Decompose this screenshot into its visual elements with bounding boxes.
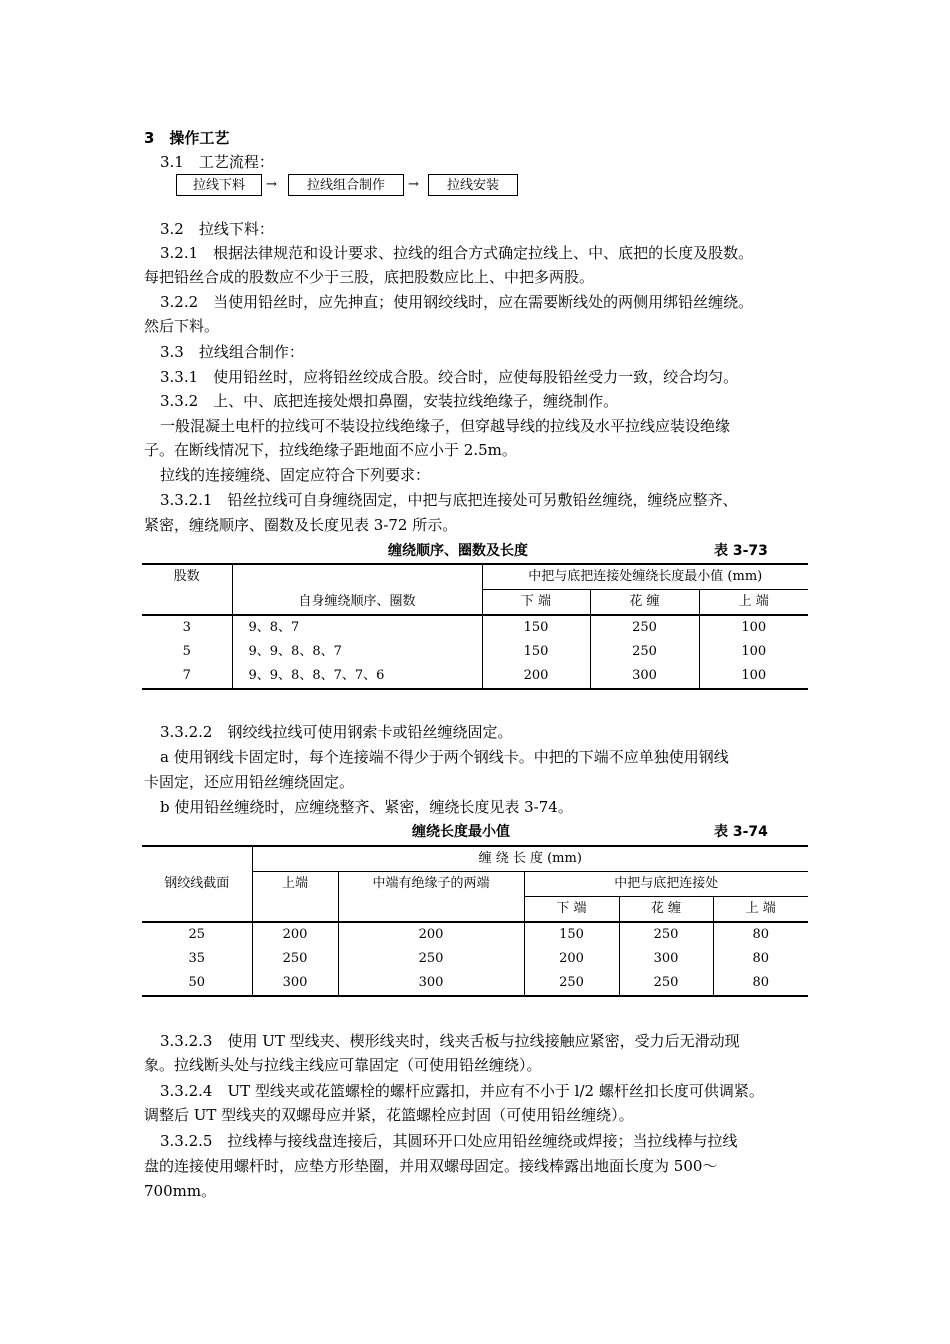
- paragraph: 每把铅丝合成的股数应不少于三股，底把股数应比上、中把多两股。: [144, 268, 595, 286]
- paragraph: 3.3.2.4 UT 型线夹或花篮螺栓的螺杆应露扣，并应有不小于 l/2 螺杆丝扣长度可供调紧。: [160, 1082, 764, 1100]
- cell: 250: [590, 615, 699, 640]
- cell: 250: [338, 947, 524, 971]
- paragraph: 3.3.2.3 使用 UT 型线夹、楔形线夹时，线夹舌板与拉线接触应紧密，受力后无滑动现: [160, 1032, 740, 1050]
- paragraph: 子。在断线情况下，拉线绝缘子距地面不应小于 2.5m。: [144, 441, 517, 459]
- cell: 7: [142, 664, 232, 689]
- table-title: 缠绕长度最小值: [412, 824, 510, 840]
- paragraph: 然后下料。: [144, 317, 220, 335]
- header-upper-end: 上 端: [699, 590, 808, 616]
- header-lower-end: 下 端: [482, 590, 590, 616]
- table-number: 表 3-73: [714, 543, 768, 559]
- header-upper-end: 上 端: [713, 897, 808, 923]
- subsection-3-3: 3.3 拉线组合制作：: [160, 343, 304, 361]
- cell: 3: [142, 615, 232, 640]
- header-top-end: 上端: [252, 872, 338, 923]
- cell: 250: [619, 922, 713, 947]
- cell: 250: [252, 947, 338, 971]
- table-row: [142, 640, 808, 664]
- cell: 9、9、8、8、7、7、6: [232, 664, 482, 689]
- header-self-wrap: 自身缠绕顺序、圈数: [232, 564, 482, 615]
- paragraph: 3.3.2.1 铅丝拉线可自身缠绕固定，中把与底把连接处可另敷铅丝缠绕，缠绕应整齐、: [160, 491, 738, 509]
- cell: 300: [338, 971, 524, 996]
- cell: 200: [252, 922, 338, 947]
- table-3-74: [142, 845, 808, 997]
- flow-step-3: 拉线安装: [428, 174, 518, 196]
- paragraph: 盘的连接使用螺杆时，应垫方形垫圈，并用双螺母固定。接线棒露出地面长度为 500～: [144, 1157, 718, 1175]
- paragraph: 一般混凝土电杆的拉线可不装设拉线绝缘子，但穿越导线的拉线及水平拉线应装设绝缘: [160, 417, 731, 435]
- table-row: [142, 922, 808, 947]
- paragraph: 3.2.2 当使用铅丝时，应先抻直；使用钢绞线时，应在需要断线处的两侧用绑铅丝缠绕。: [160, 293, 754, 311]
- paragraph: 3.3.2 上、中、底把连接处煨扣鼻圈，安装拉线绝缘子，缠绕制作。: [160, 392, 619, 410]
- header-joint-length: 中把与底把连接处缠绕长度最小值 (mm): [482, 564, 808, 590]
- flow-step-2: 拉线组合制作: [288, 174, 404, 196]
- section-heading: 3 操作工艺: [144, 129, 230, 147]
- paragraph: 3.3.1 使用铅丝时，应将铅丝绞成合股。绞合时，应使每股铅丝受力一致，绞合均匀。: [160, 368, 739, 386]
- cell: 150: [524, 922, 619, 947]
- paragraph: 700mm。: [144, 1182, 217, 1200]
- paragraph: 象。拉线断头处与拉线主线应可靠固定（可使用铅丝缠绕）。: [144, 1056, 542, 1074]
- cell: 250: [619, 971, 713, 996]
- cell: 50: [142, 971, 252, 996]
- cell: 250: [590, 640, 699, 664]
- header-middle-insulator: 中端有绝缘子的两端: [338, 872, 524, 923]
- paragraph: 调整后 UT 型线夹的双螺母应并紧，花篮螺栓应封固（可使用铅丝缠绕）。: [144, 1106, 634, 1124]
- cell: 300: [252, 971, 338, 996]
- table-number: 表 3-74: [714, 824, 768, 840]
- header-wrap: 花 缠: [590, 590, 699, 616]
- cell: 5: [182, 644, 191, 659]
- subsection-3-1: 3.1 工艺流程：: [160, 153, 274, 171]
- header-section: 钢绞线截面: [142, 846, 252, 922]
- cell: 100: [699, 664, 808, 689]
- cell: 80: [713, 947, 808, 971]
- cell: 35: [188, 951, 206, 966]
- table-title: 缠绕顺序、圈数及长度: [388, 543, 528, 559]
- header-wrap: 花 缠: [619, 897, 713, 923]
- flow-arrow-icon: →: [408, 177, 419, 192]
- cell: 9、8、7: [232, 615, 482, 640]
- cell: 100: [699, 615, 808, 640]
- table-row: [142, 664, 808, 689]
- paragraph: a 使用钢线卡固定时，每个连接端不得少于两个钢线卡。中把的下端不应单独使用钢线: [160, 748, 729, 766]
- paragraph: b 使用铅丝缠绕时，应缠绕整齐、紧密，缠绕长度见表 3-74。: [160, 798, 573, 816]
- flow-step-1: 拉线下料: [176, 174, 262, 196]
- paragraph: 紧密，缠绕顺序、圈数及长度见表 3-72 所示。: [144, 516, 458, 534]
- header-wrap-length: 缠 绕 长 度 (mm): [252, 846, 808, 872]
- subsection-3-2: 3.2 拉线下料：: [160, 220, 274, 238]
- cell: 150: [482, 640, 590, 664]
- paragraph: 拉线的连接缠绕、固定应符合下列要求：: [160, 466, 431, 484]
- table-row: [142, 947, 808, 971]
- table-3-73: [142, 563, 808, 690]
- paragraph: 3.3.2.5 拉线棒与接线盘连接后，其圆环开口处应用铅丝缠绕或焊接；当拉线棒与拉线: [160, 1132, 738, 1150]
- cell: 9、9、8、8、7: [232, 640, 482, 664]
- flow-arrow-icon: →: [266, 177, 277, 192]
- cell: 200: [524, 947, 619, 971]
- header-lower-end: 下 端: [524, 897, 619, 923]
- cell: 80: [713, 971, 808, 996]
- cell: 80: [713, 922, 808, 947]
- paragraph: 3.3.2.2 钢绞线拉线可使用钢索卡或铅丝缠绕固定。: [160, 723, 513, 741]
- cell: 100: [699, 640, 808, 664]
- cell: 300: [619, 947, 713, 971]
- paragraph: 3.2.1 根据法律规范和设计要求、拉线的组合方式确定拉线上、中、底把的长度及股数。: [160, 244, 754, 262]
- header-strands: 股数: [142, 564, 232, 615]
- cell: 250: [524, 971, 619, 996]
- cell: 25: [142, 922, 252, 947]
- cell: 200: [482, 664, 590, 689]
- cell: 150: [482, 615, 590, 640]
- header-joint: 中把与底把连接处: [524, 872, 808, 897]
- cell: 300: [590, 664, 699, 689]
- table-row: [142, 615, 808, 640]
- cell: 200: [338, 922, 524, 947]
- paragraph: 卡固定，还应用铅丝缠绕固定。: [144, 773, 355, 791]
- table-row: [142, 971, 808, 996]
